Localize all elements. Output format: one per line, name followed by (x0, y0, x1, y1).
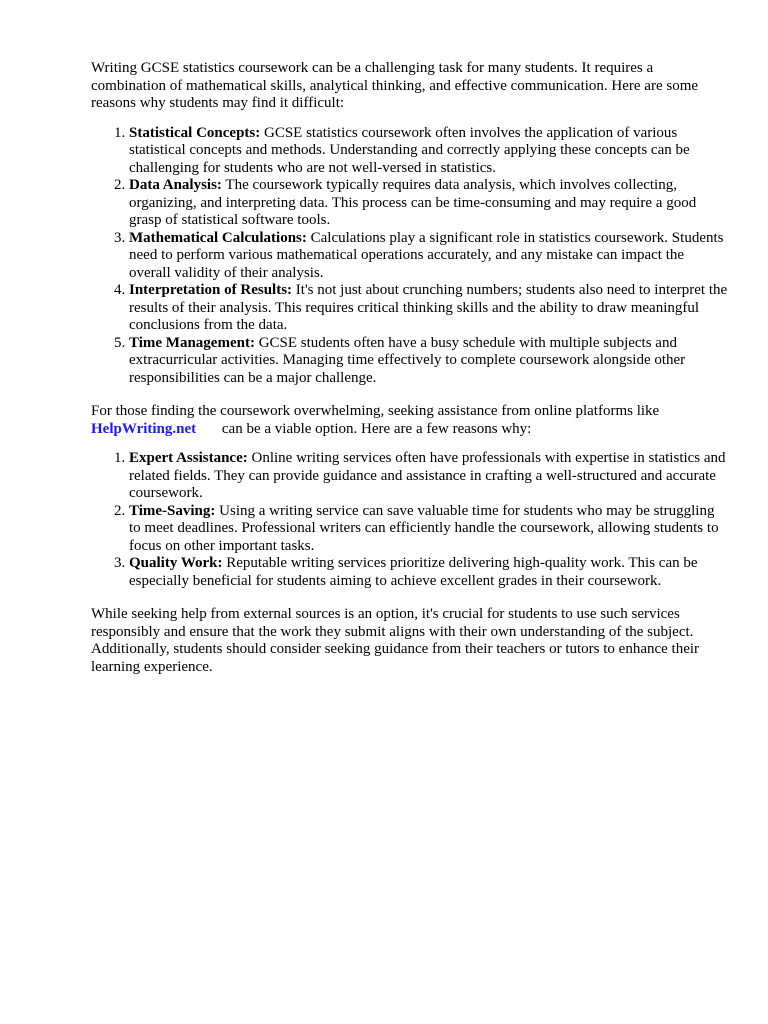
list-item (129, 503, 728, 556)
item-term: Time Management: (129, 334, 255, 351)
item-text: The coursework typically requires data analysis, which involves collecting, organizing, and interpreting data. This process can be time-consuming and may require a good grasp of statistical software tools. (129, 177, 697, 228)
list-item (129, 450, 728, 503)
item-text: GCSE students often have a busy schedule with multiple subjects and extracurricular activities. Managing time effectively to complete coursework alongside other responsibilities can be a major challenge. (129, 334, 686, 386)
list-item (129, 125, 728, 178)
item-term: Statistical Concepts: (129, 124, 261, 141)
assistance-tail-text: can be a viable option. Here are a few reasons why: (221, 420, 532, 437)
item-text: Online writing services often have professionals with expertise in statistics and related fields. They can provide guidance and assistance in crafting a well-structured and accurate coursework. (129, 450, 726, 501)
difficulties-list (91, 125, 728, 388)
intro-paragraph: Writing GCSE statistics coursework can be a challenging task for many students. It requires a combination of mathematical skills, analytical thinking, and effective communication. Here are some reasons why students may find it difficult: (91, 60, 699, 111)
item-text: Reputable writing services prioritize delivering high-quality work. This can be especially beneficial for students aiming to achieve excellent grades in their coursework. (129, 555, 698, 589)
list-item (129, 282, 728, 335)
item-text: It's not just about crunching numbers; students also need to interpret the results of their analysis. This requires critical thinking skills and the ability to draw meaningful conclusions from the data. (129, 282, 728, 333)
item-term: Time-Saving: (129, 502, 216, 519)
list-item (129, 555, 728, 590)
item-term: Data Analysis: (129, 177, 222, 193)
item-text: Using a writing service can save valuable time for students who may be struggling to meet deadlines. Professional writers can efficiently handle the coursework, allowing students to focus on other important tasks. (129, 502, 719, 554)
conclusion-paragraph: While seeking help from external sources is an option, it's crucial for students to use such services responsibly and ensure that the work they submit aligns with their own understanding of the subject. Additionally, students should consider seeking guidance from their teachers or tutors to enhance their learning experience. (91, 606, 700, 675)
item-text: Calculations play a significant role in statistics coursework. Students need to perform various mathematical operations accurately, and any mistake can impact the overall validity of their analysis. (129, 229, 724, 281)
reasons-list (91, 450, 728, 590)
item-term: Mathematical Calculations: (129, 229, 307, 246)
list-item (129, 230, 728, 283)
item-text: GCSE statistics coursework often involves the application of various statistical concepts and methods. Understanding and correctly applying these concepts can be challenging for students who are not well-versed in statistics. (129, 124, 690, 176)
helpwriting-link[interactable]: HelpWriting.net (91, 420, 197, 437)
item-term: Interpretation of Results: (129, 282, 293, 298)
assistance-lead-text: For those finding the coursework overwhelming, seeking assistance from online platforms like (91, 403, 660, 419)
list-item (129, 335, 728, 388)
list-item (129, 177, 728, 230)
item-term: Quality Work: (129, 555, 223, 571)
assistance-paragraph (91, 403, 728, 438)
item-term: Expert Assistance: (129, 450, 248, 466)
